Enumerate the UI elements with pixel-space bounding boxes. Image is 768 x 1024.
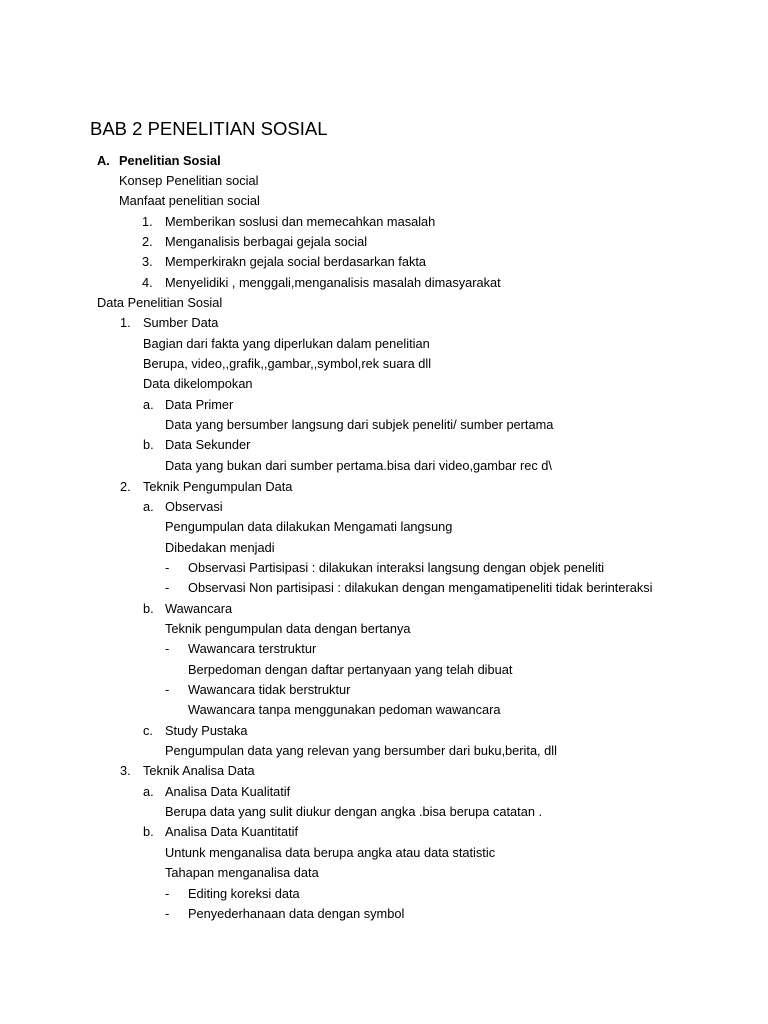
list-item-text: Editing koreksi data	[188, 886, 300, 901]
teknik-pengumpulan-title: Teknik Pengumpulan Data	[143, 479, 293, 494]
observasi-title: Observasi	[165, 499, 223, 514]
list-item-text: Memberikan soslusi dan memecahkan masalah	[165, 214, 436, 229]
list-marker: 1.	[142, 214, 153, 229]
list-item-text: Penyederhanaan data dengan symbol	[188, 906, 405, 921]
list-item-desc: Wawancara tanpa menggunakan pedoman wawancara	[188, 702, 501, 717]
dash-marker: -	[165, 906, 170, 921]
manfaat-line: Manfaat penelitian social	[119, 193, 260, 208]
wawancara-desc: Teknik pengumpulan data dengan bertanya	[165, 621, 411, 636]
list-item-text: Menyelidiki , menggali,menganalisis masalah dimasyarakat	[165, 275, 501, 290]
list-item-text: Wawancara terstruktur	[188, 641, 317, 656]
list-marker: 2.	[120, 479, 131, 494]
list-marker: 3.	[142, 254, 153, 269]
data-sekunder-title: Data Sekunder	[165, 437, 251, 452]
section-a-title: Penelitian Sosial	[119, 153, 221, 168]
list-item-text: Memperkirakn gejala social berdasarkan fakta	[165, 254, 427, 269]
data-primer-title: Data Primer	[165, 397, 234, 412]
list-marker: c.	[143, 723, 153, 738]
document-title: BAB 2 PENELITIAN SOSIAL	[90, 118, 328, 139]
list-marker: 1.	[120, 315, 131, 330]
sumber-desc-3: Data dikelompokan	[143, 376, 253, 391]
observasi-desc-1: Pengumpulan data dilakukan Mengamati langsung	[165, 519, 453, 534]
list-marker: a.	[143, 397, 154, 412]
list-marker: a.	[143, 784, 154, 799]
list-item-text: Wawancara tidak berstruktur	[188, 682, 351, 697]
sumber-data-title: Sumber Data	[143, 315, 219, 330]
kualitatif-desc: Berupa data yang sulit diukur dengan angka .bisa berupa catatan .	[165, 804, 543, 819]
sumber-desc-1: Bagian dari fakta yang diperlukan dalam penelitian	[143, 336, 430, 351]
sumber-desc-2: Berupa, video,,grafik,,gambar,,symbol,rek suara dll	[143, 356, 432, 371]
dash-marker: -	[165, 641, 170, 656]
list-marker: a.	[143, 499, 154, 514]
wawancara-title: Wawancara	[165, 601, 233, 616]
list-item-text: Observasi Non partisipasi : dilakukan dengan mengamatipeneliti tidak berinteraksi	[188, 580, 653, 595]
kuantitatif-desc-2: Tahapan menganalisa data	[165, 865, 319, 880]
kualitatif-title: Analisa Data Kualitatif	[165, 784, 291, 799]
list-marker: b.	[143, 601, 154, 616]
dash-marker: -	[165, 682, 170, 697]
konsep-line: Konsep Penelitian social	[119, 173, 259, 188]
list-marker: 3.	[120, 763, 131, 778]
data-penelitian-heading: Data Penelitian Sosial	[97, 295, 223, 310]
kuantitatif-title: Analisa Data Kuantitatif	[165, 824, 299, 839]
list-item-text: Menganalisis berbagai gejala social	[165, 234, 368, 249]
list-marker: b.	[143, 824, 154, 839]
dash-marker: -	[165, 580, 170, 595]
list-item-text: Observasi Partisipasi : dilakukan interaksi langsung dengan objek peneliti	[188, 560, 605, 575]
study-pustaka-desc: Pengumpulan data yang relevan yang bersumber dari buku,berita, dll	[165, 743, 557, 758]
dash-marker: -	[165, 886, 170, 901]
dash-marker: -	[165, 560, 170, 575]
teknik-analisa-title: Teknik Analisa Data	[143, 763, 255, 778]
list-marker: b.	[143, 437, 154, 452]
data-sekunder-desc: Data yang bukan dari sumber pertama.bisa dari video,gambar rec d\	[165, 458, 552, 473]
study-pustaka-title: Study Pustaka	[165, 723, 248, 738]
list-item-desc: Berpedoman dengan daftar pertanyaan yang telah dibuat	[188, 662, 513, 677]
section-a-marker: A.	[97, 153, 110, 168]
data-primer-desc: Data yang bersumber langsung dari subjek peneliti/ sumber pertama	[165, 417, 554, 432]
list-marker: 4.	[142, 275, 153, 290]
kuantitatif-desc-1: Untunk menganalisa data berupa angka atau data statistic	[165, 845, 496, 860]
observasi-desc-2: Dibedakan menjadi	[165, 540, 275, 555]
list-marker: 2.	[142, 234, 153, 249]
